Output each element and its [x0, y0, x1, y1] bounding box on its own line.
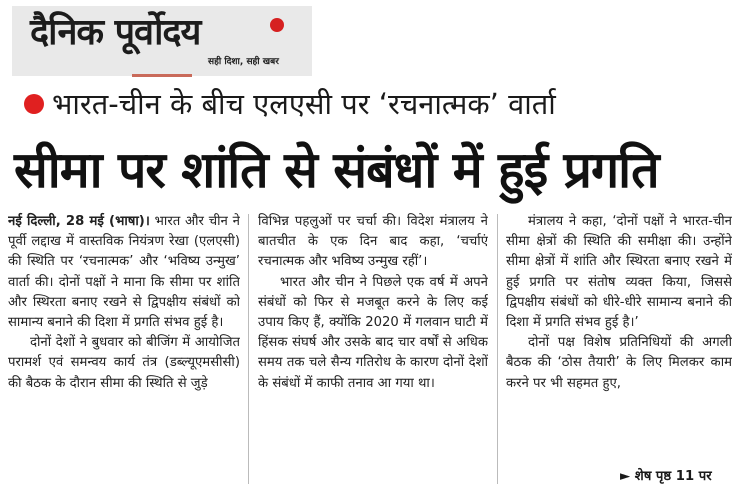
headline: सीमा पर शांति से संबंधों में हुई प्रगति — [14, 141, 659, 199]
paragraph-text: भारत और चीन ने पूर्वी लद्दाख में वास्तविक नियंत्रण रेखा (एलएसी) की स्थिति पर ‘रचनात्मक’ और ‘भविष्य उन्मुख’ वार्ता की। दोनों पक्षों ने माना कि सीमा पर शांति और स्थिरता बनाए रखने से द्विपक्षीय संबंधों को सामान्य बनाने की दिशा में प्रगति संभव हुई है। — [8, 214, 240, 331]
paragraph: दोनों देशों ने बुधवार को बीजिंग में आयोजित परामर्श एवं समन्वय कार्य तंत्र (डब्ल्यूएमसीसी) की बैठक के दौरान सीमा की स्थिति से जुड़े — [8, 335, 240, 391]
masthead-title: दैनिक पूर्वोदय — [30, 12, 201, 53]
kicker: भारत-चीन के बीच एलएसी पर ‘रचनात्मक’ वार्ता — [52, 87, 556, 121]
article-column-2 — [258, 212, 488, 493]
paragraph: भारत और चीन ने पिछले एक वर्ष में अपने संबंधों को फिर से मजबूत करने के लिए कई उपाय किए हैं, क्योंकि 2020 में गलवान घाटी में हिंसक संघर्ष और उसके बाद चार वर्षों से अधिक समय तक चले सैन्य गतिरोध के कारण दोनों देशों के संबंधों में काफी तनाव आ गया था। — [258, 274, 488, 391]
continued-on-page: ► शेष पृष्ठ 11 पर — [618, 466, 712, 484]
masthead — [12, 6, 312, 76]
dateline: नई दिल्ली, 28 मई (भाषा)। — [8, 214, 150, 229]
masthead-dot-icon — [270, 18, 284, 32]
paragraph: दोनों पक्ष विशेष प्रतिनिधियों की अगली बैठक की ‘ठोस तैयारी’ के लिए मिलकर काम करने पर भी सहमत हुए, — [506, 335, 732, 391]
article-column-3 — [506, 212, 732, 493]
paragraph — [8, 212, 240, 333]
masthead-rule — [132, 74, 192, 77]
paragraph: विभिन्न पहलुओं पर चर्चा की। विदेश मंत्रालय ने बातचीत के एक दिन बाद कहा, ‘चर्चाएं रचनात्मक और भविष्य उन्मुख रहीं’। — [258, 214, 488, 270]
column-divider — [248, 214, 249, 484]
paragraph: मंत्रालय ने कहा, ‘दोनों पक्षों ने भारत-चीन सीमा क्षेत्रों की स्थिति की समीक्षा की। उन्होंने सीमा क्षेत्रों में शांति और स्थिरता बनाए रखने में हुई प्रगति पर संतोष व्यक्त किया, जिससे द्विपक्षीय संबंधों को धीरे-धीरे सामान्य बनाने की दिशा में प्रगति संभव हुई है।’ — [506, 214, 732, 331]
kicker-bullet-icon — [24, 94, 44, 114]
column-divider — [497, 214, 498, 484]
masthead-tagline: सही दिशा, सही खबर — [208, 57, 279, 67]
article-column-1 — [8, 212, 240, 493]
